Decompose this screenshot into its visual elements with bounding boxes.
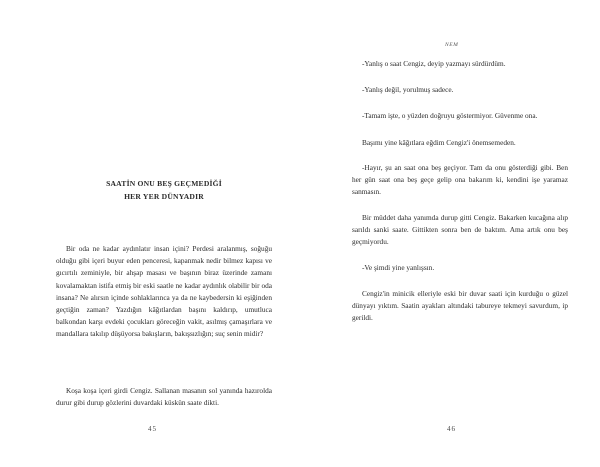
chapter-title bbox=[56, 178, 272, 203]
left-paragraph-2: Koşa koşa içeri girdi Cengiz. Sallanan masanın sol yanında hazırolda durur gibi durup gözlerini duvardaki küskün saate dikti. bbox=[56, 386, 272, 408]
right-paragraph-7: -Ve şimdi yine yanlışsın. bbox=[362, 263, 435, 272]
right-paragraph-8: Cengiz'in minicik elleriyle eski bir duvar saati için kurduğu o güzel dünyayı yıktım. Saatin ayakları altındaki tabureye tekmeyi savurdum, ip gerildi. bbox=[352, 289, 568, 323]
right-paragraph-3: -Tamam işte, o yüzden doğruyu göstermiyor. Güvenme ona. bbox=[362, 111, 538, 120]
page-number-left: 45 bbox=[148, 425, 157, 433]
right-page bbox=[300, 0, 600, 467]
right-paragraph-2: -Yanlış değil, yorulmuş sadece. bbox=[362, 85, 454, 94]
chapter-title-line-1: SAATİN ONU BEŞ GEÇMEDİĞİ bbox=[106, 179, 222, 188]
right-paragraph-6: Bir müddet daha yanımda durup gitti Cengiz. Bakarken kucağına alıp sarıldı sanki saate. Gittikten sonra ben de baktım. Ama artık onu beş geçmiyordu. bbox=[352, 213, 568, 247]
chapter-title-line-2: HER YER DÜNYADIR bbox=[124, 191, 204, 201]
right-paragraph-5: -Hayır, şu an saat ona beş geçiyor. Tam da onu gösterdiği gibi. Ben her gün saat ona beş geçe gelip ona bakarım ki, kendini işe yaramaz sanmasın. bbox=[352, 163, 568, 197]
right-paragraph-1: -Yanlış o saat Cengiz, deyip yazmayı sürdürdüm. bbox=[362, 59, 506, 68]
right-paragraph-4: Başımı yine kâğıtlara eğdim Cengiz'i önemsemeden. bbox=[362, 138, 516, 147]
page-number-right: 46 bbox=[447, 425, 456, 433]
left-paragraph-1: Bir oda ne kadar aydınlatır insan içini? Perdesi aralanmış, soğuğu olduğu gibi içeri buyur eden penceresi, kapanmak nedir bilmez kapısı ve gıcırtılı zeminiyle, bir ahşap masası ve başının biraz üzerinde zamanı kovalamaktan istifa etmiş bir eski saatle ne kadar aydınlık olabilir bir oda insana? Ne alırsın içinde sohlaklarınca ya da ne kaybedersin ki eşiğinden geçtiğin zaman? Yazdığın kâğıtlardan başını kaldırıp, umutluca balkondan karşı evdeki çocukları göreceğin vakit, asılmış çamaşırlara ve mandallara takılıp düşüyorsa bakışların, bakışsızlığın; suç senin midir? bbox=[56, 244, 272, 339]
running-header: NEM bbox=[445, 42, 459, 48]
